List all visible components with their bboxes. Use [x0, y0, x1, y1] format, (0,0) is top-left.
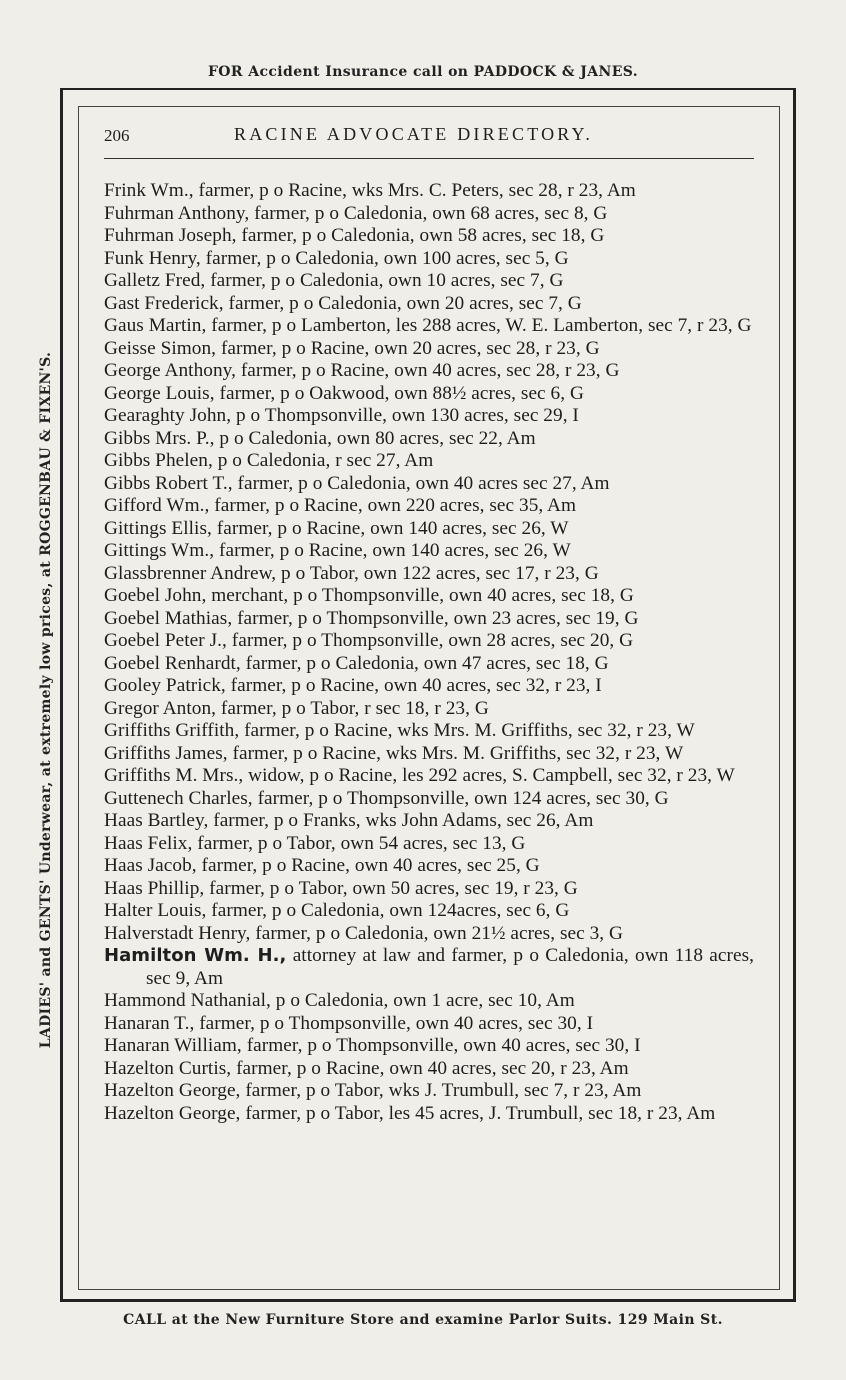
entry-name: Haas Jacob, [104, 855, 197, 876]
directory-entry [104, 360, 754, 383]
directory-entry [104, 1035, 754, 1058]
page-header [104, 124, 754, 148]
entry-details: farmer, p o Tabor, own 50 acres, sec 19, r 23, G [209, 877, 578, 899]
entry-details: farmer, p o Tabor, own 54 acres, sec 13, G [197, 832, 526, 854]
directory-entry [104, 1103, 754, 1126]
entry-name: Halverstadt Henry, [104, 922, 251, 944]
directory-entry [104, 1058, 754, 1081]
entry-name: Goebel John, [104, 585, 207, 606]
entry-name: Gast Frederick, [104, 292, 224, 314]
entry-details: farmer, p o Tabor, les 45 acres, J. Trumbull, sec 18, r 23, Am [245, 1102, 716, 1124]
directory-entry [104, 585, 754, 608]
entry-details: farmer, p o Caledonia, own 40 acres sec 27, Am [237, 472, 610, 494]
directory-entry [104, 518, 754, 541]
entry-name: Haas Phillip, [104, 877, 205, 899]
directory-entry [104, 833, 754, 856]
entry-name: Fuhrman Joseph, [104, 225, 237, 246]
entry-name: Hazelton Curtis, [104, 1057, 232, 1079]
directory-entry [104, 338, 754, 361]
entry-name: Gibbs Robert T., [104, 472, 233, 494]
bottom-advertisement: CALL at the New Furniture Store and examine Parlor Suits. 129 Main St. [123, 1312, 723, 1328]
directory-entry [104, 428, 754, 451]
directory-entry [104, 450, 754, 473]
entry-details: farmer, p o Lamberton, les 288 acres, W. E. Lamberton, sec 7, r 23, G [211, 315, 752, 336]
entry-details: attorney at law and farmer, p o Caledonia, own 118 acres, sec 9, Am [146, 945, 755, 989]
entry-details: farmer, p o Racine, wks Mrs. M. Griffiths, sec 32, r 23, W [244, 720, 695, 741]
directory-entry [104, 315, 754, 338]
entry-details: farmer, p o Racine, own 40 acres, sec 32, r 23, I [230, 675, 602, 696]
entry-details: farmer, p o Racine, own 220 acres, sec 35, Am [214, 495, 577, 516]
entry-name: Geisse Simon, [104, 337, 217, 359]
entry-name: Haas Bartley, [104, 810, 209, 831]
entry-details: farmer, p o Racine, own 40 acres, sec 25, G [201, 855, 540, 876]
entry-name: Griffiths James, [104, 742, 228, 764]
entry-details: farmer, p o Thompsonville, own 124 acres, sec 30, G [257, 787, 669, 809]
entry-name: Guttenech Charles, [104, 787, 253, 809]
directory-entry [104, 1080, 754, 1103]
entry-details: farmer, p o Racine, own 140 acres, sec 26, W [218, 540, 571, 561]
entry-name: Funk Henry, [104, 247, 201, 269]
entry-name: Hammond Nathanial, [104, 990, 271, 1011]
directory-entry [104, 990, 754, 1013]
entry-name: Gittings Ellis, [104, 517, 212, 539]
entry-name: Hazelton George, [104, 1102, 241, 1124]
directory-entry [104, 293, 754, 316]
entry-name: Gooley Patrick, [104, 675, 226, 696]
directory-entry [104, 675, 754, 698]
directory-entry [104, 630, 754, 653]
directory-entry [104, 473, 754, 496]
directory-entry [104, 765, 754, 788]
directory-entry [104, 653, 754, 676]
directory-entry [104, 270, 754, 293]
directory-entry [104, 743, 754, 766]
entry-details: p o Tabor, own 122 acres, sec 17, r 23, G [281, 562, 599, 584]
entry-details: farmer, p o Caledonia, own 21½ acres, sec 3, G [255, 922, 623, 944]
directory-entries [104, 180, 754, 1125]
entry-details: farmer, p o Racine, own 20 acres, sec 28, r 23, G [220, 337, 600, 359]
entry-details: p o Caledonia, r sec 27, Am [217, 450, 434, 471]
page-number: 206 [104, 126, 130, 145]
directory-entry [104, 203, 754, 226]
header-divider [104, 158, 754, 159]
entry-name: Hamilton Wm. H., [104, 945, 287, 966]
side-advertisement-text: LADIES' and GENTS' Underwear, at extremely low prices, at ROGGENBAU & FIXEN'S. [38, 351, 54, 1049]
directory-entry [104, 810, 754, 833]
entry-name: Griffiths M. Mrs., [104, 765, 244, 786]
entry-details: farmer, p o Tabor, r sec 18, r 23, G [220, 697, 489, 719]
entry-details: widow, p o Racine, les 292 acres, S. Campbell, sec 32, r 23, W [248, 765, 735, 786]
entry-name: Gearaghty John, [104, 405, 232, 426]
entry-name: George Anthony, [104, 360, 236, 381]
entry-details: farmer, p o Thompsonville, own 23 acres, sec 19, G [237, 607, 639, 629]
directory-entry [104, 495, 754, 518]
entry-name: Halter Louis, [104, 900, 207, 921]
entry-name: Griffiths Griffith, [104, 720, 240, 741]
directory-entry [104, 855, 754, 878]
entry-details: farmer, p o Franks, wks John Adams, sec 26, Am [213, 810, 594, 831]
directory-entry [104, 540, 754, 563]
entry-name: Goebel Renhardt, [104, 652, 241, 674]
entry-name: George Louis, [104, 382, 215, 404]
entry-name: Gibbs Mrs. P., [104, 427, 215, 449]
entry-name: Goebel Peter J., [104, 630, 227, 651]
entry-name: Gittings Wm., [104, 540, 215, 561]
entry-name: Goebel Mathias, [104, 607, 233, 629]
directory-entry [104, 945, 754, 990]
directory-entry [104, 1013, 754, 1036]
directory-entry [104, 405, 754, 428]
directory-entry [104, 720, 754, 743]
directory-entry [104, 248, 754, 271]
entry-details: farmer, p o Racine, own 40 acres, sec 28, r 23, G [240, 360, 620, 381]
directory-entry [104, 698, 754, 721]
entry-details: p o Caledonia, own 80 acres, sec 22, Am [219, 427, 536, 449]
entry-details: farmer, p o Caledonia, own 10 acres, sec 7, G [210, 270, 564, 291]
entry-name: Glassbrenner Andrew, [104, 562, 277, 584]
entry-name: Frink Wm., [104, 180, 194, 201]
entry-details: farmer, p o Tabor, wks J. Trumbull, sec 7, r 23, Am [245, 1080, 642, 1101]
directory-entry [104, 225, 754, 248]
entry-details: farmer, p o Thompsonville, own 28 acres, sec 20, G [231, 630, 634, 651]
entry-details: p o Caledonia, own 1 acre, sec 10, Am [275, 990, 575, 1011]
entry-details: farmer, p o Caledonia, own 68 acres, sec 8, G [254, 202, 608, 224]
entry-details: farmer, p o Thompsonville, own 40 acres, sec 30, I [199, 1012, 594, 1034]
entry-details: farmer, p o Caledonia, own 47 acres, sec 18, G [245, 652, 609, 674]
entry-name: Hanaran William, [104, 1035, 242, 1056]
entry-name: Hazelton George, [104, 1080, 241, 1101]
entry-details: p o Thompsonville, own 130 acres, sec 29, I [236, 405, 579, 426]
directory-entry [104, 608, 754, 631]
directory-entry [104, 923, 754, 946]
entry-name: Gaus Martin, [104, 315, 207, 336]
entry-name: Galletz Fred, [104, 270, 206, 291]
entry-name: Gibbs Phelen, [104, 450, 213, 471]
entry-name: Haas Felix, [104, 832, 193, 854]
entry-name: Hanaran T., [104, 1012, 195, 1034]
entry-details: farmer, p o Racine, own 40 acres, sec 20, r 23, Am [236, 1057, 629, 1079]
entry-details: farmer, p o Racine, own 140 acres, sec 26, W [216, 517, 569, 539]
top-advertisement: FOR Accident Insurance call on PADDOCK & JANES. [207, 64, 639, 80]
entry-details: farmer, p o Caledonia, own 124acres, sec 6, G [211, 900, 570, 921]
entry-details: farmer, p o Caledonia, own 20 acres, sec 7, G [228, 292, 582, 314]
entry-details: farmer, p o Caledonia, own 100 acres, sec 5, G [205, 247, 569, 269]
entry-name: Fuhrman Anthony, [104, 202, 250, 224]
directory-entry [104, 788, 754, 811]
directory-entry [104, 383, 754, 406]
directory-entry [104, 900, 754, 923]
page-title: RACINE ADVOCATE DIRECTORY. [234, 124, 594, 144]
entry-details: merchant, p o Thompsonville, own 40 acres, sec 18, G [211, 585, 634, 606]
entry-name: Gifford Wm., [104, 495, 210, 516]
entry-details: farmer, p o Racine, wks Mrs. C. Peters, sec 28, r 23, Am [198, 180, 636, 201]
directory-entry [104, 878, 754, 901]
entry-details: farmer, p o Caledonia, own 58 acres, sec 18, G [241, 225, 605, 246]
entry-details: farmer, p o Oakwood, own 88½ acres, sec 6, G [219, 382, 584, 404]
entry-name: Gregor Anton, [104, 697, 217, 719]
directory-entry [104, 563, 754, 586]
entry-details: farmer, p o Racine, wks Mrs. M. Griffiths, sec 32, r 23, W [232, 742, 684, 764]
entry-details: farmer, p o Thompsonville, own 40 acres, sec 30, I [246, 1035, 641, 1056]
directory-entry [104, 180, 754, 203]
